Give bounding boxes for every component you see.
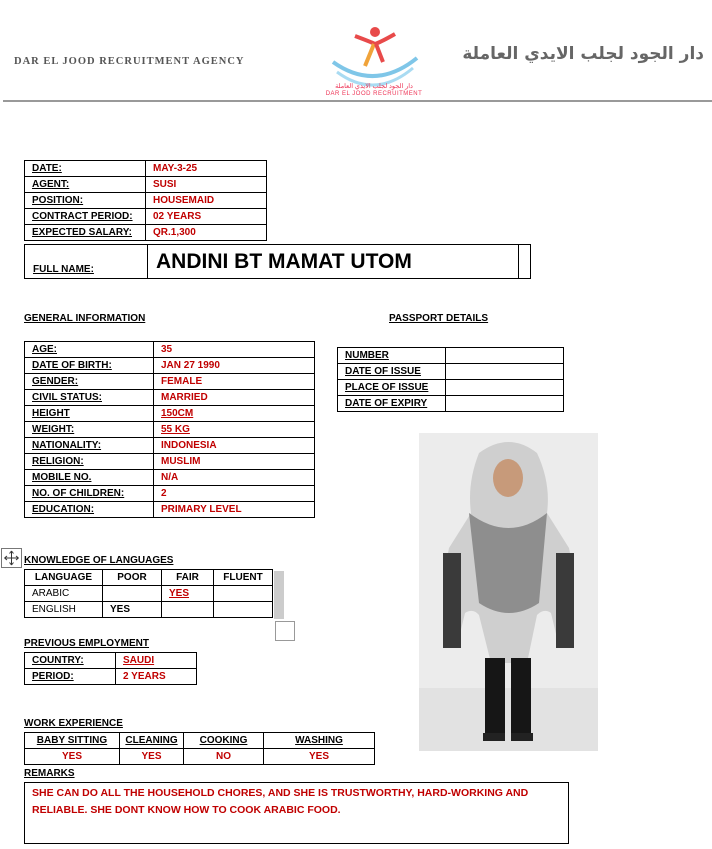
- passport-table: [337, 347, 564, 412]
- table-row: [25, 454, 315, 470]
- row-label: NUMBER: [338, 348, 446, 364]
- row-value: N/A: [154, 470, 315, 486]
- table-resize-handle[interactable]: [275, 621, 295, 641]
- skill-value: YES: [120, 749, 184, 765]
- full-name-box: [24, 244, 531, 279]
- table-row: [338, 380, 564, 396]
- table-row: [25, 470, 315, 486]
- row-value: [446, 380, 564, 396]
- row-value: 150CM: [154, 406, 315, 422]
- row-value: SAUDI: [116, 653, 197, 669]
- column-header: WASHING: [264, 733, 375, 749]
- work-experience-title: WORK EXPERIENCE: [24, 718, 123, 729]
- column-header: CLEANING: [120, 733, 184, 749]
- row-label: POSITION:: [25, 193, 146, 209]
- table-row: [25, 177, 267, 193]
- skill-value: YES: [264, 749, 375, 765]
- row-label: AGENT:: [25, 177, 146, 193]
- row-value: HOUSEMAID: [146, 193, 267, 209]
- row-label: DATE OF ISSUE: [338, 364, 446, 380]
- column-header: POOR: [103, 570, 162, 586]
- row-label: HEIGHT: [25, 406, 154, 422]
- row-label: WEIGHT:: [25, 422, 154, 438]
- top-info-table: [24, 160, 267, 241]
- language-level-cell: YES: [103, 602, 162, 618]
- row-label: EDUCATION:: [25, 502, 154, 518]
- table-row: [338, 364, 564, 380]
- languages-title: KNOWLEDGE OF LANGUAGES: [24, 555, 174, 566]
- logo-arabic-text: دار الجود لجلب الايدي العاملة: [335, 83, 413, 90]
- table-row: [25, 374, 315, 390]
- table-header-row: [25, 570, 273, 586]
- column-header: BABY SITTING: [25, 733, 120, 749]
- full-name-label: FULL NAME:: [33, 264, 94, 275]
- row-value: FEMALE: [154, 374, 315, 390]
- table-move-handle-icon[interactable]: [1, 548, 22, 568]
- prev-employment-table: [24, 652, 197, 685]
- row-label: COUNTRY:: [25, 653, 116, 669]
- skill-value: NO: [184, 749, 264, 765]
- table-row: [338, 396, 564, 412]
- table-row: [338, 348, 564, 364]
- table-row: [25, 342, 315, 358]
- row-label: AGE:: [25, 342, 154, 358]
- row-label: DATE OF EXPIRY: [338, 396, 446, 412]
- row-label: DATE OF BIRTH:: [25, 358, 154, 374]
- row-value: JAN 27 1990: [154, 358, 315, 374]
- row-value: [446, 396, 564, 412]
- row-label: GENDER:: [25, 374, 154, 390]
- row-label: RELIGION:: [25, 454, 154, 470]
- passport-title: PASSPORT DETAILS: [389, 313, 489, 324]
- table-row: [25, 502, 315, 518]
- row-label: NATIONALITY:: [25, 438, 154, 454]
- row-label: DATE:: [25, 161, 146, 177]
- row-label: EXPECTED SALARY:: [25, 225, 146, 241]
- row-value: 2: [154, 486, 315, 502]
- row-value: 55 KG: [154, 422, 315, 438]
- language-level-cell: [162, 602, 214, 618]
- table-row: [25, 161, 267, 177]
- row-value: 2 YEARS: [116, 669, 197, 685]
- table-row: [25, 653, 197, 669]
- table-row: [25, 225, 267, 241]
- language-level-cell: YES: [162, 586, 214, 602]
- row-label: PLACE OF ISSUE: [338, 380, 446, 396]
- agency-name-arabic: دار الجود لجلب الايدي العاملة: [462, 44, 704, 64]
- table-row: [25, 390, 315, 406]
- table-row: [25, 406, 315, 422]
- row-label: CIVIL STATUS:: [25, 390, 154, 406]
- agency-name-english: DAR EL JOOD RECRUITMENT AGENCY: [14, 56, 245, 67]
- remarks-text: SHE CAN DO ALL THE HOUSEHOLD CHORES, AND SHE IS TRUSTWORTHY, HARD-WORKING AND RELIABLE. SHE DONT KNOW HOW TO COOK ARABIC FOOD.: [24, 782, 569, 844]
- row-label: MOBILE NO.: [25, 470, 154, 486]
- column-header: FLUENT: [214, 570, 273, 586]
- language-level-cell: [214, 586, 273, 602]
- table-row: [25, 669, 197, 685]
- language-name: ARABIC: [25, 586, 103, 602]
- candidate-photo: [419, 433, 598, 751]
- row-value: MUSLIM: [154, 454, 315, 470]
- table-row: [25, 358, 315, 374]
- row-value: QR.1,300: [146, 225, 267, 241]
- row-value: 35: [154, 342, 315, 358]
- table-row: [25, 749, 375, 765]
- full-name-value: ANDINI BT MAMAT UTOM: [156, 250, 412, 273]
- remarks-title: REMARKS: [24, 768, 75, 779]
- row-label: NO. OF CHILDREN:: [25, 486, 154, 502]
- row-value: 02 YEARS: [146, 209, 267, 225]
- row-value: [446, 364, 564, 380]
- table-row: [25, 209, 267, 225]
- column-header: COOKING: [184, 733, 264, 749]
- table-row: [25, 193, 267, 209]
- table-row: [25, 422, 315, 438]
- table-row: [25, 486, 315, 502]
- row-value: INDONESIA: [154, 438, 315, 454]
- row-value: MAY-3-25: [146, 161, 267, 177]
- table-row: [25, 438, 315, 454]
- row-value: SUSI: [146, 177, 267, 193]
- table-row: [25, 586, 273, 602]
- row-label: PERIOD:: [25, 669, 116, 685]
- work-experience-table: [24, 732, 375, 765]
- row-value: [446, 348, 564, 364]
- row-label: CONTRACT PERIOD:: [25, 209, 146, 225]
- general-info-table: [24, 341, 315, 518]
- prev-employment-title: PREVIOUS EMPLOYMENT: [24, 638, 150, 649]
- language-name: ENGLISH: [25, 602, 103, 618]
- row-value: PRIMARY LEVEL: [154, 502, 315, 518]
- table-row-handle[interactable]: [274, 571, 284, 619]
- table-row: [25, 602, 273, 618]
- logo-english-text: DAR EL JOOD RECRUITMENT: [325, 91, 423, 97]
- table-header-row: [25, 733, 375, 749]
- language-level-cell: [214, 602, 273, 618]
- languages-table: [24, 569, 273, 618]
- row-value: MARRIED: [154, 390, 315, 406]
- skill-value: YES: [25, 749, 120, 765]
- language-level-cell: [103, 586, 162, 602]
- column-header: LANGUAGE: [25, 570, 103, 586]
- general-info-title: GENERAL INFORMATION: [24, 313, 146, 324]
- header-divider: [3, 100, 712, 102]
- column-header: FAIR: [162, 570, 214, 586]
